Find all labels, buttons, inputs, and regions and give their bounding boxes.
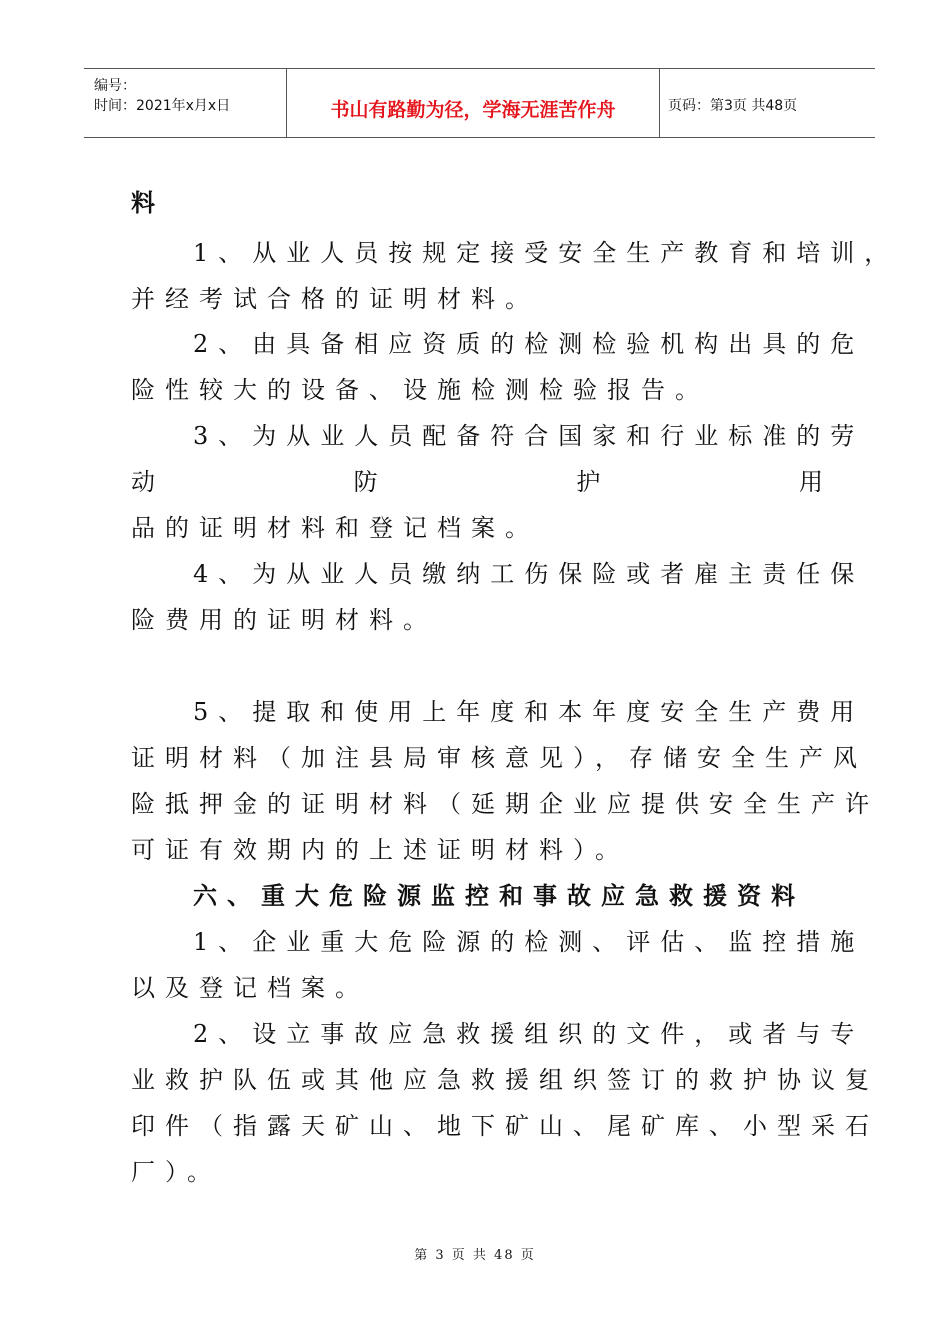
header-motto-cell bbox=[286, 69, 660, 137]
text-line: 证明材料（加注县局审核意见），存储安全生产风 bbox=[131, 744, 867, 772]
page-footer: 第 3 页 共 48 页 bbox=[414, 1248, 536, 1263]
spread-word: 防 bbox=[353, 468, 378, 496]
spread-word: 用 bbox=[798, 468, 823, 496]
text-line: 3、为从业人员配备符合国家和行业标准的劳 bbox=[193, 422, 865, 450]
spread-word: 动 bbox=[131, 468, 155, 496]
text-line: 以及登记档案。 bbox=[131, 974, 369, 1002]
text-line: 5、提取和使用上年度和本年度安全生产费用 bbox=[193, 698, 865, 726]
header-page-info: 页码：第3页 共48页 bbox=[668, 98, 798, 114]
text-line: 并经考试合格的证明材料。 bbox=[131, 285, 539, 313]
text-line: 险费用的证明材料。 bbox=[131, 606, 437, 634]
text-line: 品的证明材料和登记档案。 bbox=[131, 514, 539, 542]
section-heading: 六、重大危险源监控和事故应急救援资料 bbox=[193, 881, 805, 910]
text-line: 2、由具备相应资质的检测检验机构出具的危 bbox=[193, 330, 865, 358]
text-line: 料 bbox=[131, 188, 165, 217]
header-meta-cell bbox=[84, 69, 286, 137]
document-time-label: 时间：2021年x月x日 bbox=[94, 98, 231, 114]
text-line: 印件（指露天矿山、地下矿山、尾矿库、小型采石 bbox=[131, 1112, 879, 1140]
text-line: 4、为从业人员缴纳工伤保险或者雇主责任保 bbox=[193, 560, 865, 588]
text-line: 厂）。 bbox=[131, 1158, 221, 1186]
header-motto: 书山有路勤为径，学海无涯苦作舟 bbox=[330, 99, 616, 121]
text-line: 2、设立事故应急救援组织的文件，或者与专 bbox=[193, 1020, 865, 1048]
spread-text-line bbox=[131, 467, 823, 497]
text-line: 1、企业重大危险源的检测、评估、监控措施 bbox=[193, 928, 865, 956]
text-line: 险性较大的设备、设施检测检验报告。 bbox=[131, 376, 709, 404]
text-line: 可证有效期内的上述证明材料）。 bbox=[131, 836, 629, 864]
document-number-label: 编号： bbox=[94, 78, 136, 94]
page-header bbox=[84, 68, 875, 138]
spread-word: 护 bbox=[576, 468, 601, 496]
text-line: 险抵押金的证明材料（延期企业应提供安全生产许 bbox=[131, 790, 879, 818]
text-line: 1、从业人员按规定接受安全生产教育和培训， bbox=[193, 239, 899, 267]
text-line: 业救护队伍或其他应急救援组织签订的救护协议复 bbox=[131, 1066, 879, 1094]
header-page-cell bbox=[660, 69, 875, 137]
